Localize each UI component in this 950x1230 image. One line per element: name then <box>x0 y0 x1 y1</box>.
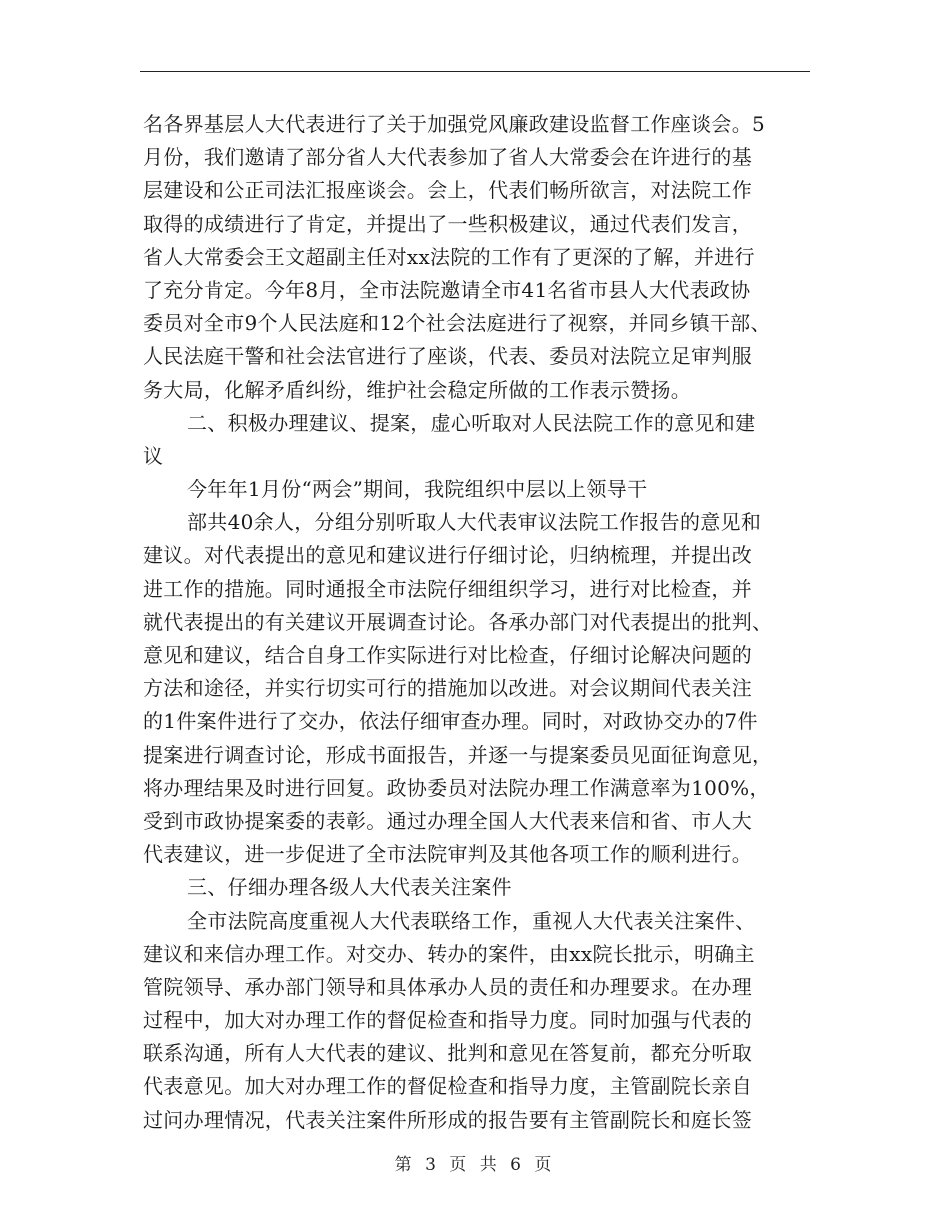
text-line: 提案进行调查讨论，形成书面报告，并逐一与提案委员见面征询意见， <box>143 742 773 767</box>
text-line: 将办理结果及时进行回复。政协委员对法院办理工作满意率为100%， <box>143 775 770 800</box>
text-line: 务大局，化解矛盾纠纷，维护社会稳定所做的工作表示赞扬。 <box>143 377 692 402</box>
text-line: 月份，我们邀请了部分省人大代表参加了省人大常委会在许进行的基 <box>143 145 752 170</box>
text-line: 全市法院高度重视人大代表联络工作，重视人大代表关注案件、 <box>187 908 756 933</box>
text-line: 管院领导、承办部门领导和具体承办人员的责任和办理要求。在办理 <box>143 974 752 999</box>
text-line: 了充分肯定。今年8月，全市法院邀请全市41名省市县人大代表政协 <box>143 277 751 302</box>
text-line: 意见和建议，结合自身工作实际进行对比检查，仔细讨论解决问题的 <box>143 643 752 667</box>
text-line: 部共40余人，分组分别听取人大代表审议法院工作报告的意见和 <box>187 510 762 535</box>
text-line: 的1件案件进行了交办，依法仔细审查办理。同时，对政协交办的7件 <box>143 709 758 734</box>
text-line: 议 <box>143 443 164 468</box>
text-line: 委员对全市9个人民法庭和12个社会法庭进行了视察，并同乡镇干部、 <box>143 311 771 336</box>
text-line: 今年年1月份“两会”期间，我院组织中层以上领导干 <box>187 477 648 502</box>
body-text <box>143 108 813 1137</box>
text-line: 方法和途径，并实行切实可行的措施加以改进。对会议期间代表关注 <box>143 676 752 701</box>
page-footer: 第 3 页 共 6 页 <box>394 1155 556 1175</box>
header-rule <box>140 71 810 72</box>
text-line: 建议和来信办理工作。对交办、转办的案件，由xx院长批示，明确主 <box>143 941 755 966</box>
text-line: 就代表提出的有关建议开展调查讨论。各承办部门对代表提出的批判、 <box>143 609 773 634</box>
text-line: 联系沟通，所有人大代表的建议、批判和意见在答复前，都充分听取 <box>143 1041 752 1066</box>
text-line: 二、积极办理建议、提案，虚心听取对人民法院工作的意见和建 <box>187 410 756 435</box>
text-line: 代表意见。加大对办理工作的督促检查和指导力度，主管副院长亲自 <box>143 1074 752 1099</box>
text-line: 进工作的措施。同时通报全市法院仔细组织学习，进行对比检查，并 <box>143 576 752 601</box>
text-line: 三、仔细办理各级人大代表关注案件 <box>187 875 512 900</box>
text-line: 省人大常委会王文超副主任对xx法院的工作有了更深的了解，并进行 <box>143 244 755 269</box>
text-line: 层建设和公正司法汇报座谈会。会上，代表们畅所欲言，对法院工作 <box>143 178 752 203</box>
text-line: 过程中，加大对办理工作的督促检查和指导力度。同时加强与代表的 <box>143 1008 752 1033</box>
text-line: 名各界基层人大代表进行了关于加强党风廉政建设监督工作座谈会。5 <box>143 112 766 136</box>
text-line: 过问办理情况，代表关注案件所形成的报告要有主管副院长和庭长签 <box>143 1107 752 1132</box>
text-line: 受到市政协提案委的表彰。通过办理全国人大代表来信和省、市人大 <box>143 808 752 833</box>
text-line: 建议。对代表提出的意见和建议进行仔细讨论，归纳梳理，并提出改 <box>143 543 752 568</box>
text-line: 代表建议，进一步促进了全市法院审判及其他各项工作的顺利进行。 <box>143 842 752 867</box>
text-line: 人民法庭干警和社会法官进行了座谈，代表、委员对法院立足审判服 <box>143 344 752 369</box>
text-line: 取得的成绩进行了肯定，并提出了一些积极建议，通过代表们发言， <box>143 211 752 236</box>
